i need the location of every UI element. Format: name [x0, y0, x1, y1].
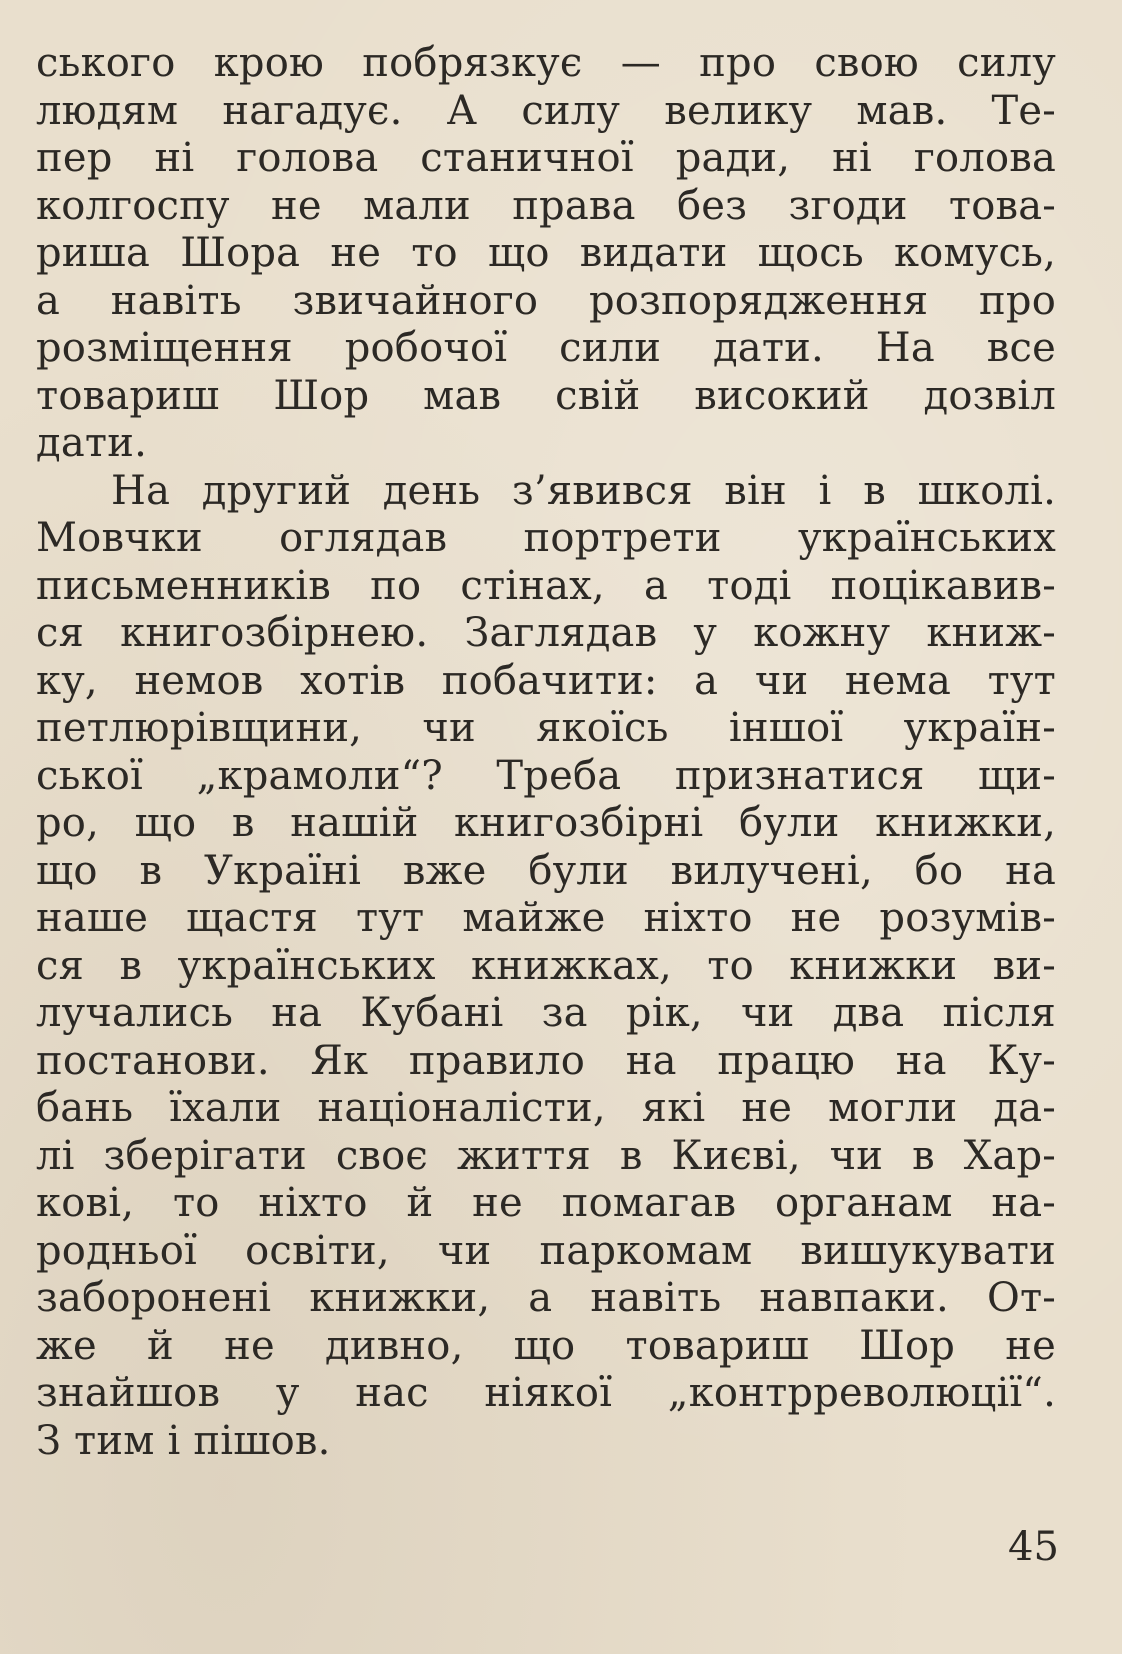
page-number: 45	[1008, 1524, 1059, 1570]
text-line: Мовчки оглядав портрети українських	[36, 515, 1056, 561]
text-line: ського крою побрязкує — про свою силу	[36, 40, 1056, 86]
text-line: знайшов у нас ніякої „контрреволюції“.	[36, 1370, 1056, 1416]
text-line: риша Шора не то що видати щось комусь,	[36, 230, 1056, 276]
paragraph-first-line: На другий день з’явився він і в школі.	[111, 467, 1056, 514]
text-line: що в Україні вже були вилучені, бо на	[36, 847, 1056, 894]
text-line: петлюрівщини, чи якоїсь іншої україн-	[36, 705, 1056, 751]
body-text	[36, 40, 1056, 1465]
text-line: бань їхали націоналісти, які не могли да-	[36, 1085, 1056, 1131]
text-line: товариш Шор мав свій високий дозвіл	[36, 372, 1056, 419]
text-line: ро, що в нашій книгозбірні були книжки,	[36, 800, 1056, 846]
text-line: людям нагадує. А силу велику мав. Те-	[36, 87, 1056, 134]
text-line: постанови. Як правило на працю на Ку-	[36, 1037, 1056, 1084]
text-line: ся книгозбірнею. Заглядав у кожну книж-	[36, 610, 1056, 656]
text-line: письменників по стінах, а тоді поцікавив-	[36, 562, 1056, 609]
text-line: розміщення робочої сили дати. На все	[36, 325, 1056, 371]
text-line: наше щастя тут майже ніхто не розумів-	[36, 895, 1056, 941]
text-line: дати.	[36, 420, 147, 466]
text-line: колгоспу не мали права без згоди това-	[36, 182, 1056, 229]
text-line: пер ні голова станичної ради, ні голова	[36, 135, 1056, 181]
text-line: заборонені книжки, а навіть навпаки. От-	[36, 1275, 1056, 1321]
text-line: ся в українських книжках, то книжки ви-	[36, 942, 1056, 989]
text-line: З тим і пішов.	[36, 1417, 331, 1464]
text-line: же й не дивно, що товариш Шор не	[36, 1322, 1056, 1369]
text-line: а навіть звичайного розпорядження про	[36, 277, 1056, 324]
text-line: ської „крамоли“? Треба признатися щи-	[36, 752, 1056, 799]
text-line: родньої освіти, чи паркомам вишукувати	[36, 1227, 1056, 1274]
text-line: лі зберігати своє життя в Києві, чи в Хар-	[36, 1132, 1056, 1179]
text-line: ку, немов хотів побачити: а чи нема тут	[36, 657, 1056, 704]
text-line: лучались на Кубані за рік, чи два після	[36, 990, 1056, 1036]
text-line: кові, то ніхто й не помагав органам на-	[36, 1180, 1056, 1226]
